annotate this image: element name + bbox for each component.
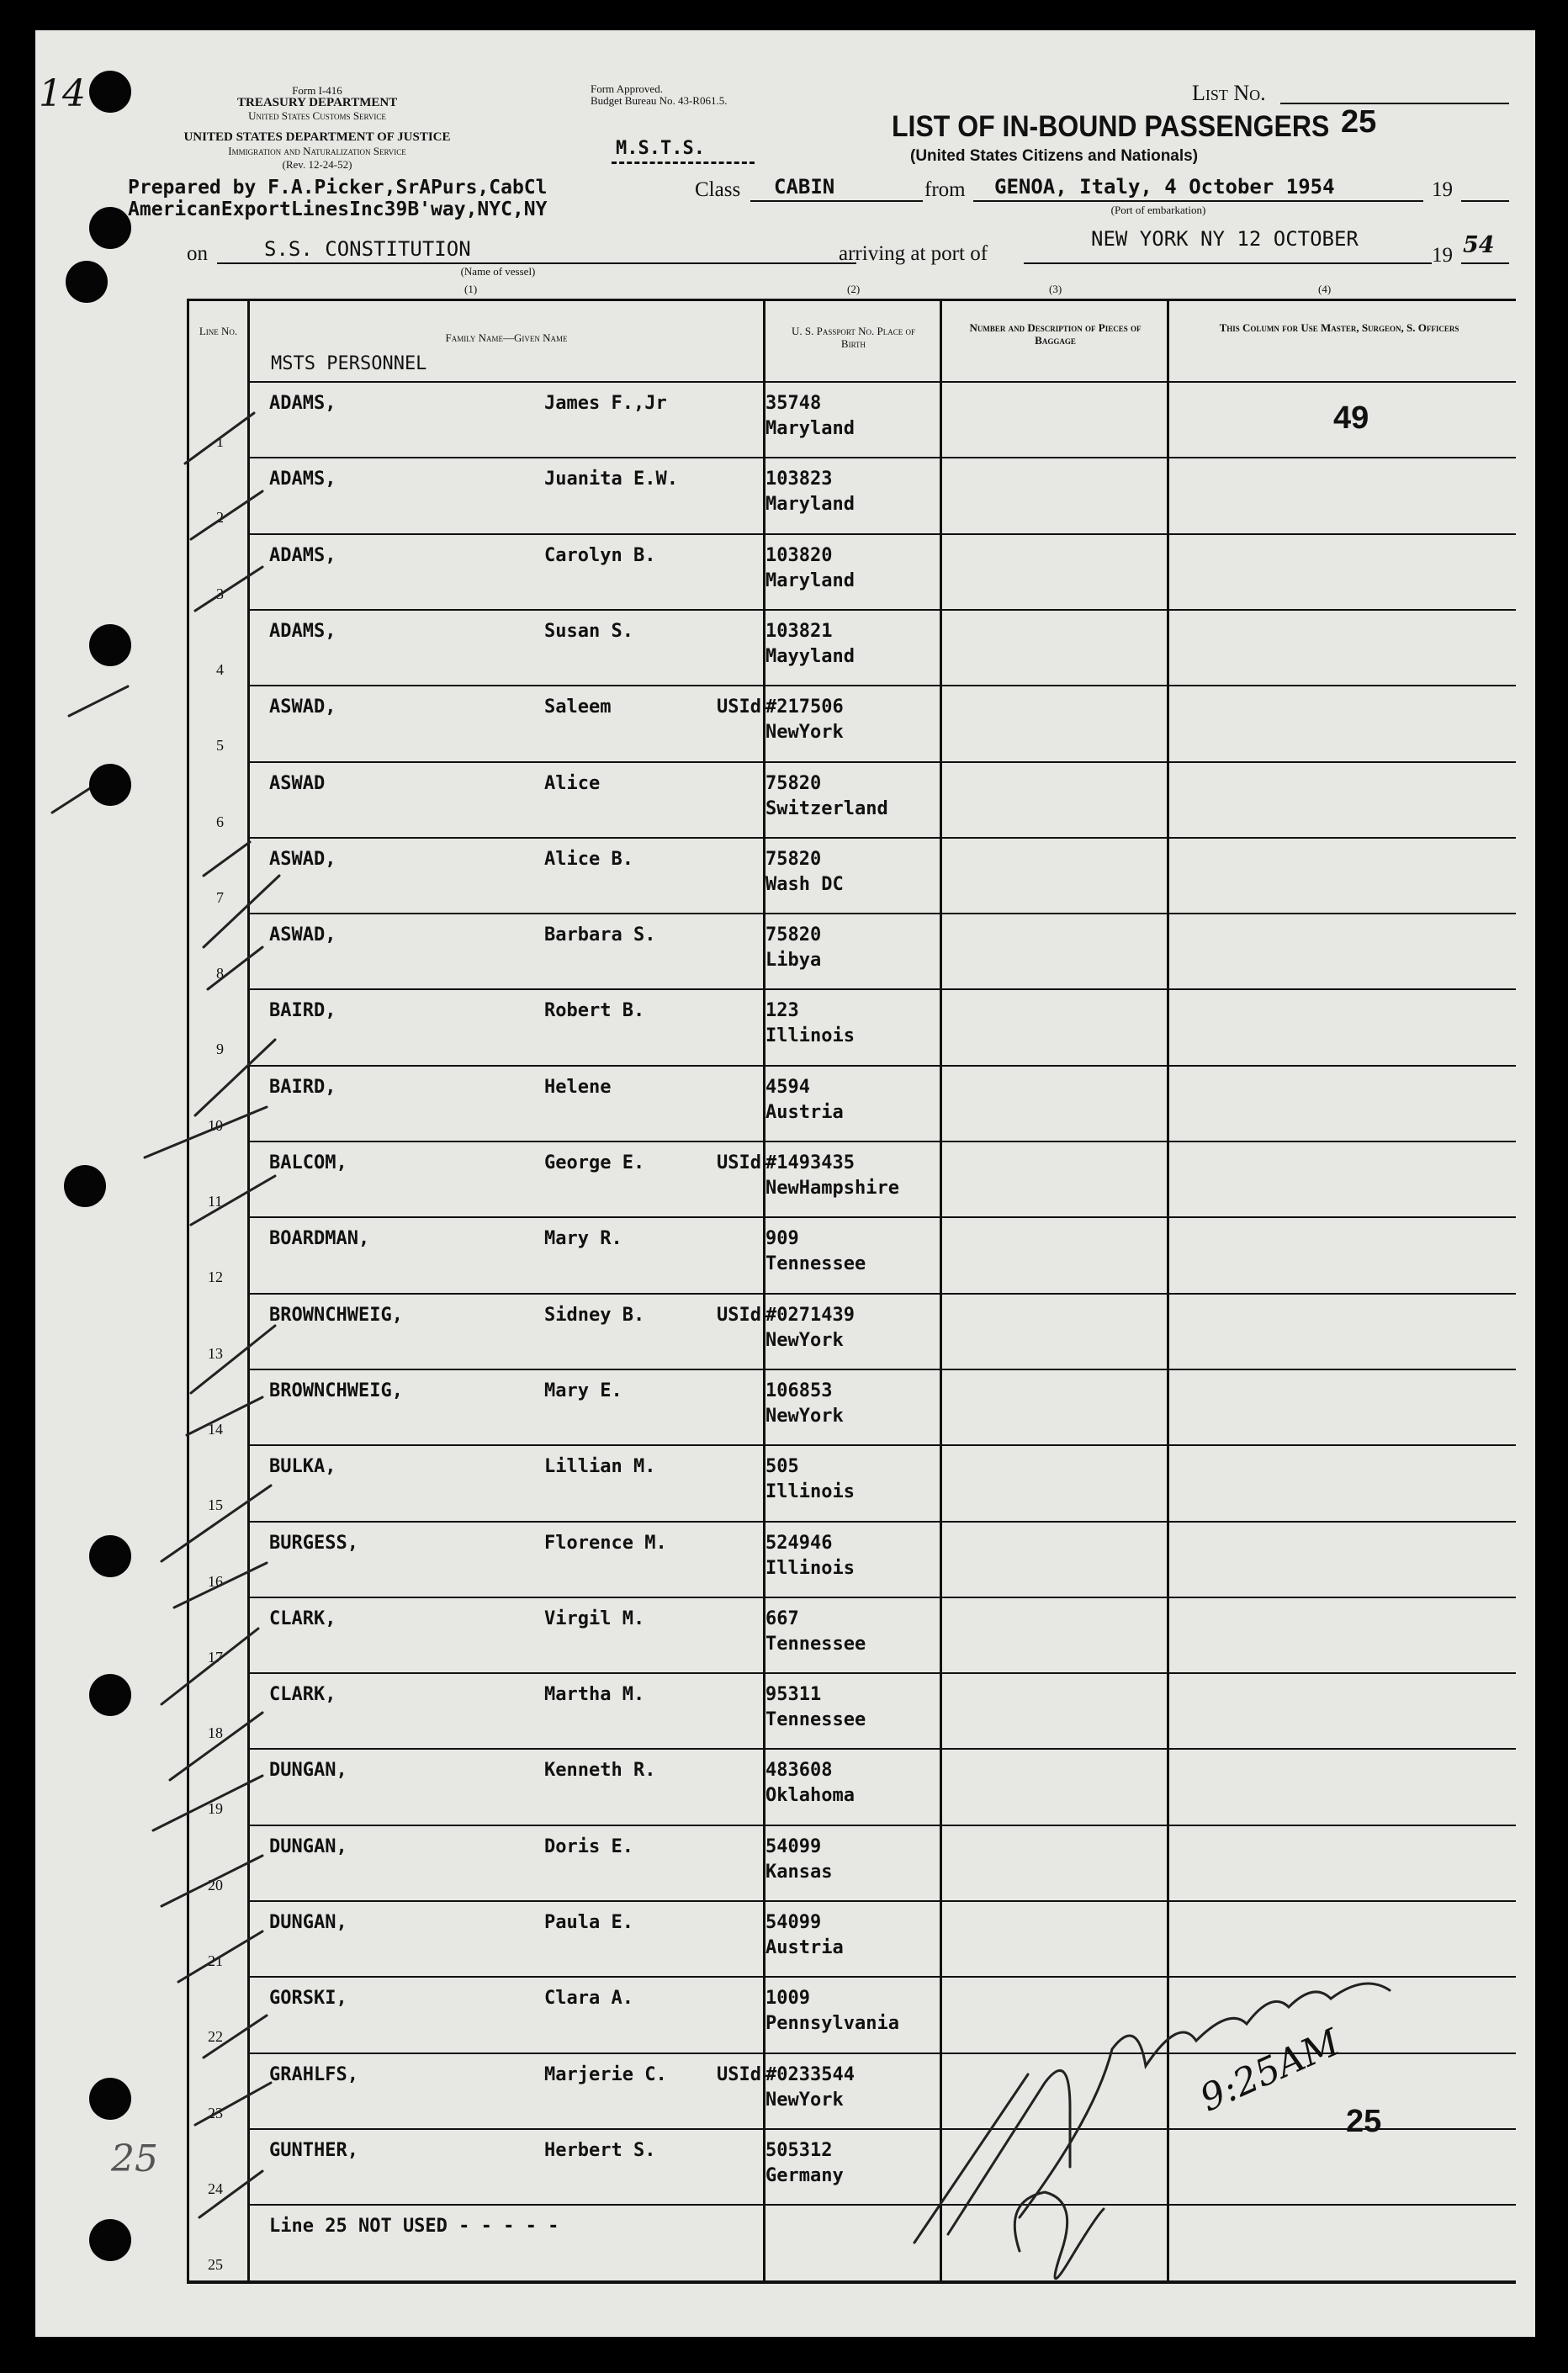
place-of-birth: NewYork [765, 1330, 844, 1351]
passport-prefix: USId [717, 697, 761, 718]
place-of-birth: Mayyland [765, 646, 855, 667]
year-suffix-2: 54 [1463, 232, 1495, 258]
punch-hole [89, 624, 131, 666]
signature-scrawl [914, 1984, 1390, 2243]
passport-number: #0233544 [765, 2064, 855, 2085]
place-of-birth: Wash DC [765, 874, 844, 895]
family-name: ASWAD, [269, 924, 336, 945]
class-label: Class [695, 178, 741, 201]
line-number: 6 [216, 813, 224, 830]
place-of-birth: Kansas [765, 1862, 833, 1883]
tick-mark [204, 842, 250, 876]
place-of-birth: Austria [765, 1937, 844, 1958]
given-name: Alice [544, 773, 601, 794]
col-number-1: (1) [464, 283, 478, 295]
given-name: Lillian M. [544, 1456, 656, 1477]
form-approved: Form Approved. [591, 82, 663, 95]
tick-mark [162, 1629, 258, 1704]
line-number: 13 [208, 1345, 223, 1362]
family-name: ADAMS, [269, 545, 336, 566]
family-name: GORSKI, [269, 1988, 347, 2009]
family-name: ASWAD, [269, 697, 336, 718]
line-number: 16 [208, 1573, 223, 1590]
family-name: CLARK, [269, 1684, 336, 1705]
tick-mark [191, 1326, 275, 1393]
family-name: BROWNCHWEIG, [269, 1305, 403, 1326]
punch-hole [64, 1165, 106, 1207]
place-of-birth: Illinois [765, 1025, 855, 1046]
tick-mark [204, 876, 279, 947]
punch-hole [89, 207, 131, 249]
place-of-birth: Illinois [765, 1481, 855, 1502]
tick-mark [162, 1486, 271, 1561]
place-of-birth: NewHampshire [765, 1178, 899, 1199]
tick-mark [191, 491, 262, 539]
family-name: ASWAD [269, 773, 326, 794]
tick-mark [204, 2015, 267, 2058]
given-name: Saleem [544, 697, 612, 718]
place-of-birth: Switzerland [765, 798, 888, 819]
tick-mark [208, 947, 262, 989]
given-name: Florence M. [544, 1533, 667, 1554]
tick-mark [187, 1397, 262, 1435]
passport-number: 103823 [765, 469, 833, 490]
punch-hole [66, 261, 108, 303]
line-number: 24 [208, 2180, 223, 2197]
tick-mark [191, 1176, 275, 1225]
col-header-passport: U. S. Passport No. Place of Birth [792, 325, 915, 350]
passport-number: #217506 [765, 697, 844, 718]
revision-date: (Rev. 12-24-52) [282, 158, 352, 171]
given-name: Mary E. [544, 1380, 622, 1401]
arrival-port-value: NEW YORK NY 12 OCTOBER [1091, 227, 1359, 251]
punch-hole [89, 764, 131, 806]
given-name: Martha M. [544, 1684, 645, 1705]
given-name: Marjerie C. [544, 2064, 667, 2085]
line-number: 25 [208, 2256, 223, 2273]
place-of-birth: Austria [765, 1102, 844, 1123]
arriving-label: arriving at port of [839, 242, 988, 265]
punch-hole [89, 2078, 131, 2120]
given-name: Robert B. [544, 1000, 645, 1021]
place-of-birth: Tennessee [765, 1634, 866, 1655]
corner-number: 14 [39, 72, 86, 115]
passport-number: 54099 [765, 1836, 822, 1857]
place-of-birth: NewYork [765, 1406, 844, 1427]
family-name: BULKA, [269, 1456, 336, 1477]
passport-number: 909 [765, 1228, 799, 1249]
place-of-birth: Tennessee [765, 1709, 866, 1730]
family-name: BROWNCHWEIG, [269, 1380, 403, 1401]
tick-mark [145, 1107, 267, 1157]
given-name: Sidney B. [544, 1305, 645, 1326]
family-name: BAIRD, [269, 1000, 336, 1021]
passport-number: 483608 [765, 1760, 833, 1781]
punch-hole [89, 1674, 131, 1716]
given-name: Helene [544, 1077, 612, 1098]
given-name: Alice B. [544, 849, 633, 870]
passport-number: 75820 [765, 849, 822, 870]
passport-number: 1009 [765, 1988, 810, 2009]
dept-of-justice: UNITED STATES DEPARTMENT OF JUSTICE [183, 130, 451, 144]
tick-mark [199, 2171, 262, 2217]
ins-service: Immigration and Naturalization Service [228, 145, 406, 157]
port-of-embarkation-value: GENOA, Italy, 4 October 1954 [994, 175, 1335, 199]
passport-number: 123 [765, 1000, 799, 1021]
passport-number: 95311 [765, 1684, 822, 1705]
form-number: Form I-416 [292, 84, 342, 97]
family-name: GUNTHER, [269, 2140, 358, 2161]
place-of-birth: Maryland [765, 418, 855, 439]
family-name: DUNGAN, [269, 1760, 347, 1781]
passport-number: #0271439 [765, 1305, 855, 1326]
given-name: Paula E. [544, 1912, 633, 1933]
customs-service: United States Customs Service [248, 109, 386, 122]
list-no-value: 25 [1341, 104, 1377, 140]
place-of-birth: Tennessee [765, 1253, 866, 1274]
tick-mark [195, 1040, 275, 1115]
tick-mark [174, 1563, 267, 1608]
line-number: 12 [208, 1269, 223, 1285]
passport-number: 505 [765, 1456, 799, 1477]
passport-prefix: USId [717, 2064, 761, 2085]
passport-number: 4594 [765, 1077, 810, 1098]
col-header-baggage: Number and Description of Pieces of Baggage [969, 321, 1142, 347]
col-number-2: (2) [847, 283, 861, 295]
family-name: ASWAD, [269, 849, 336, 870]
line-number: 15 [208, 1496, 223, 1513]
given-name: Kenneth R. [544, 1760, 656, 1781]
passport-number: 75820 [765, 924, 822, 945]
family-name: DUNGAN, [269, 1912, 347, 1933]
given-name: Barbara S. [544, 924, 656, 945]
family-name: GRAHLFS, [269, 2064, 358, 2085]
passport-number: 75820 [765, 773, 822, 794]
place-of-birth: Libya [765, 950, 822, 971]
punch-hole [89, 1535, 131, 1577]
family-name: BALCOM, [269, 1152, 347, 1173]
line-number: 9 [216, 1041, 224, 1057]
col-number-4: (4) [1318, 283, 1332, 295]
from-label: from [924, 178, 966, 201]
place-of-birth: Germany [765, 2165, 844, 2186]
line-number: 4 [216, 661, 224, 678]
treasury-department: TREASURY DEPARTMENT [237, 96, 398, 109]
year-prefix-1: 19 [1432, 178, 1453, 201]
col-header-officers: This Column for Use Master, Surgeon, S. Officers [1219, 321, 1459, 334]
family-name: BAIRD, [269, 1077, 336, 1098]
passport-number: 35748 [765, 393, 822, 414]
tick-mark [69, 686, 128, 716]
line-number: 14 [208, 1421, 223, 1438]
place-of-birth: NewYork [765, 2090, 844, 2111]
given-name: James F.,Jr [544, 393, 667, 414]
family-name: BURGESS, [269, 1533, 358, 1554]
family-name: CLARK, [269, 1608, 336, 1629]
list-no-label: List No. [1192, 81, 1266, 105]
tick-mark [162, 1856, 262, 1906]
line-number: 11 [208, 1193, 223, 1210]
given-name: George E. [544, 1152, 645, 1173]
line-number: 3 [216, 585, 224, 602]
tick-mark [185, 413, 254, 463]
tick-mark [195, 567, 262, 611]
page-title: LIST OF IN-BOUND PASSENGERS [892, 109, 1330, 143]
prepared-by: Prepared by F.A.Picker,SrAPurs,CabCl [128, 177, 548, 199]
passport-number: 103821 [765, 621, 833, 642]
given-name: Carolyn B. [544, 545, 656, 566]
line-number: 8 [216, 965, 224, 982]
line-number: 1 [216, 433, 224, 450]
given-name: Juanita E.W. [544, 469, 678, 490]
given-name: Herbert S. [544, 2140, 656, 2161]
left-margin-number: 25 [111, 2137, 158, 2180]
class-value: CABIN [774, 175, 835, 199]
place-of-birth: Oklahoma [765, 1785, 855, 1806]
bottom-right-number: 25 [1346, 2104, 1382, 2139]
vessel-caption: (Name of vessel) [460, 265, 536, 278]
passport-number: 103820 [765, 545, 833, 566]
budget-bureau-no: Budget Bureau No. 43-R061.5. [591, 94, 728, 107]
given-name: Doris E. [544, 1836, 633, 1857]
line-number: 17 [208, 1649, 223, 1666]
given-name: Mary R. [544, 1228, 622, 1249]
line-number: 21 [208, 1952, 223, 1969]
tick-mark [170, 1713, 262, 1780]
place-of-birth: Maryland [765, 494, 855, 515]
family-name: ADAMS, [269, 393, 336, 414]
passport-number: 505312 [765, 2140, 833, 2161]
given-name: Susan S. [544, 621, 633, 642]
passport-number: #1493435 [765, 1152, 855, 1173]
port-embarkation-caption: (Port of embarkation) [1110, 204, 1206, 216]
passport-number: 106853 [765, 1380, 833, 1401]
family-name: ADAMS, [269, 621, 336, 642]
line-number: 22 [208, 2028, 223, 2045]
family-name: Line 25 NOT USED - - - - - [269, 2216, 559, 2237]
place-of-birth: Illinois [765, 1558, 855, 1579]
line-number: 5 [216, 737, 224, 754]
col-number-3: (3) [1049, 283, 1062, 295]
line-number: 10 [208, 1117, 223, 1134]
line-number: 2 [216, 509, 224, 526]
passport-number: 667 [765, 1608, 799, 1629]
col-header-line-no: Line No. [199, 325, 238, 337]
tick-mark [195, 2083, 271, 2125]
page-subtitle: (United States Citizens and Nationals) [910, 147, 1199, 165]
shipping-line: AmericanExportLinesInc39B'way,NYC,NY [128, 199, 548, 220]
family-name: BOARDMAN, [269, 1228, 370, 1249]
place-of-birth: Maryland [765, 570, 855, 591]
line-number: 20 [208, 1877, 223, 1894]
tick-mark [153, 1776, 262, 1830]
family-name: ADAMS, [269, 469, 336, 490]
passport-prefix: USId [717, 1305, 761, 1326]
line-number: 7 [216, 889, 224, 906]
given-name: Virgil M. [544, 1608, 645, 1629]
col-header-name: Family Name—Given Name [445, 331, 568, 344]
msts-stamp: M.S.T.S. [616, 138, 705, 159]
count-stamp: 49 [1333, 400, 1369, 436]
line-number: 19 [208, 1800, 223, 1817]
place-of-birth: Pennsylvania [765, 2013, 899, 2034]
vessel-name: S.S. CONSTITUTION [264, 237, 471, 261]
passport-number: 54099 [765, 1912, 822, 1933]
line-number: 18 [208, 1724, 223, 1741]
handwritten-time: 9:25AM [1194, 2021, 1347, 2121]
family-name: DUNGAN, [269, 1836, 347, 1857]
place-of-birth: NewYork [765, 722, 844, 743]
line-number: 23 [208, 2105, 223, 2121]
passport-number: 524946 [765, 1533, 833, 1554]
passport-prefix: USId [717, 1152, 761, 1173]
on-label: on [187, 242, 208, 265]
manifest-sheet [35, 30, 1535, 2337]
punch-hole [89, 71, 131, 113]
year-prefix-2: 19 [1432, 244, 1453, 267]
group-label: MSTS PERSONNEL [271, 353, 427, 374]
tick-mark [178, 1931, 262, 1982]
given-name: Clara A. [544, 1988, 633, 2009]
punch-hole [89, 2219, 131, 2261]
handwritten-marks [35, 30, 1535, 2337]
